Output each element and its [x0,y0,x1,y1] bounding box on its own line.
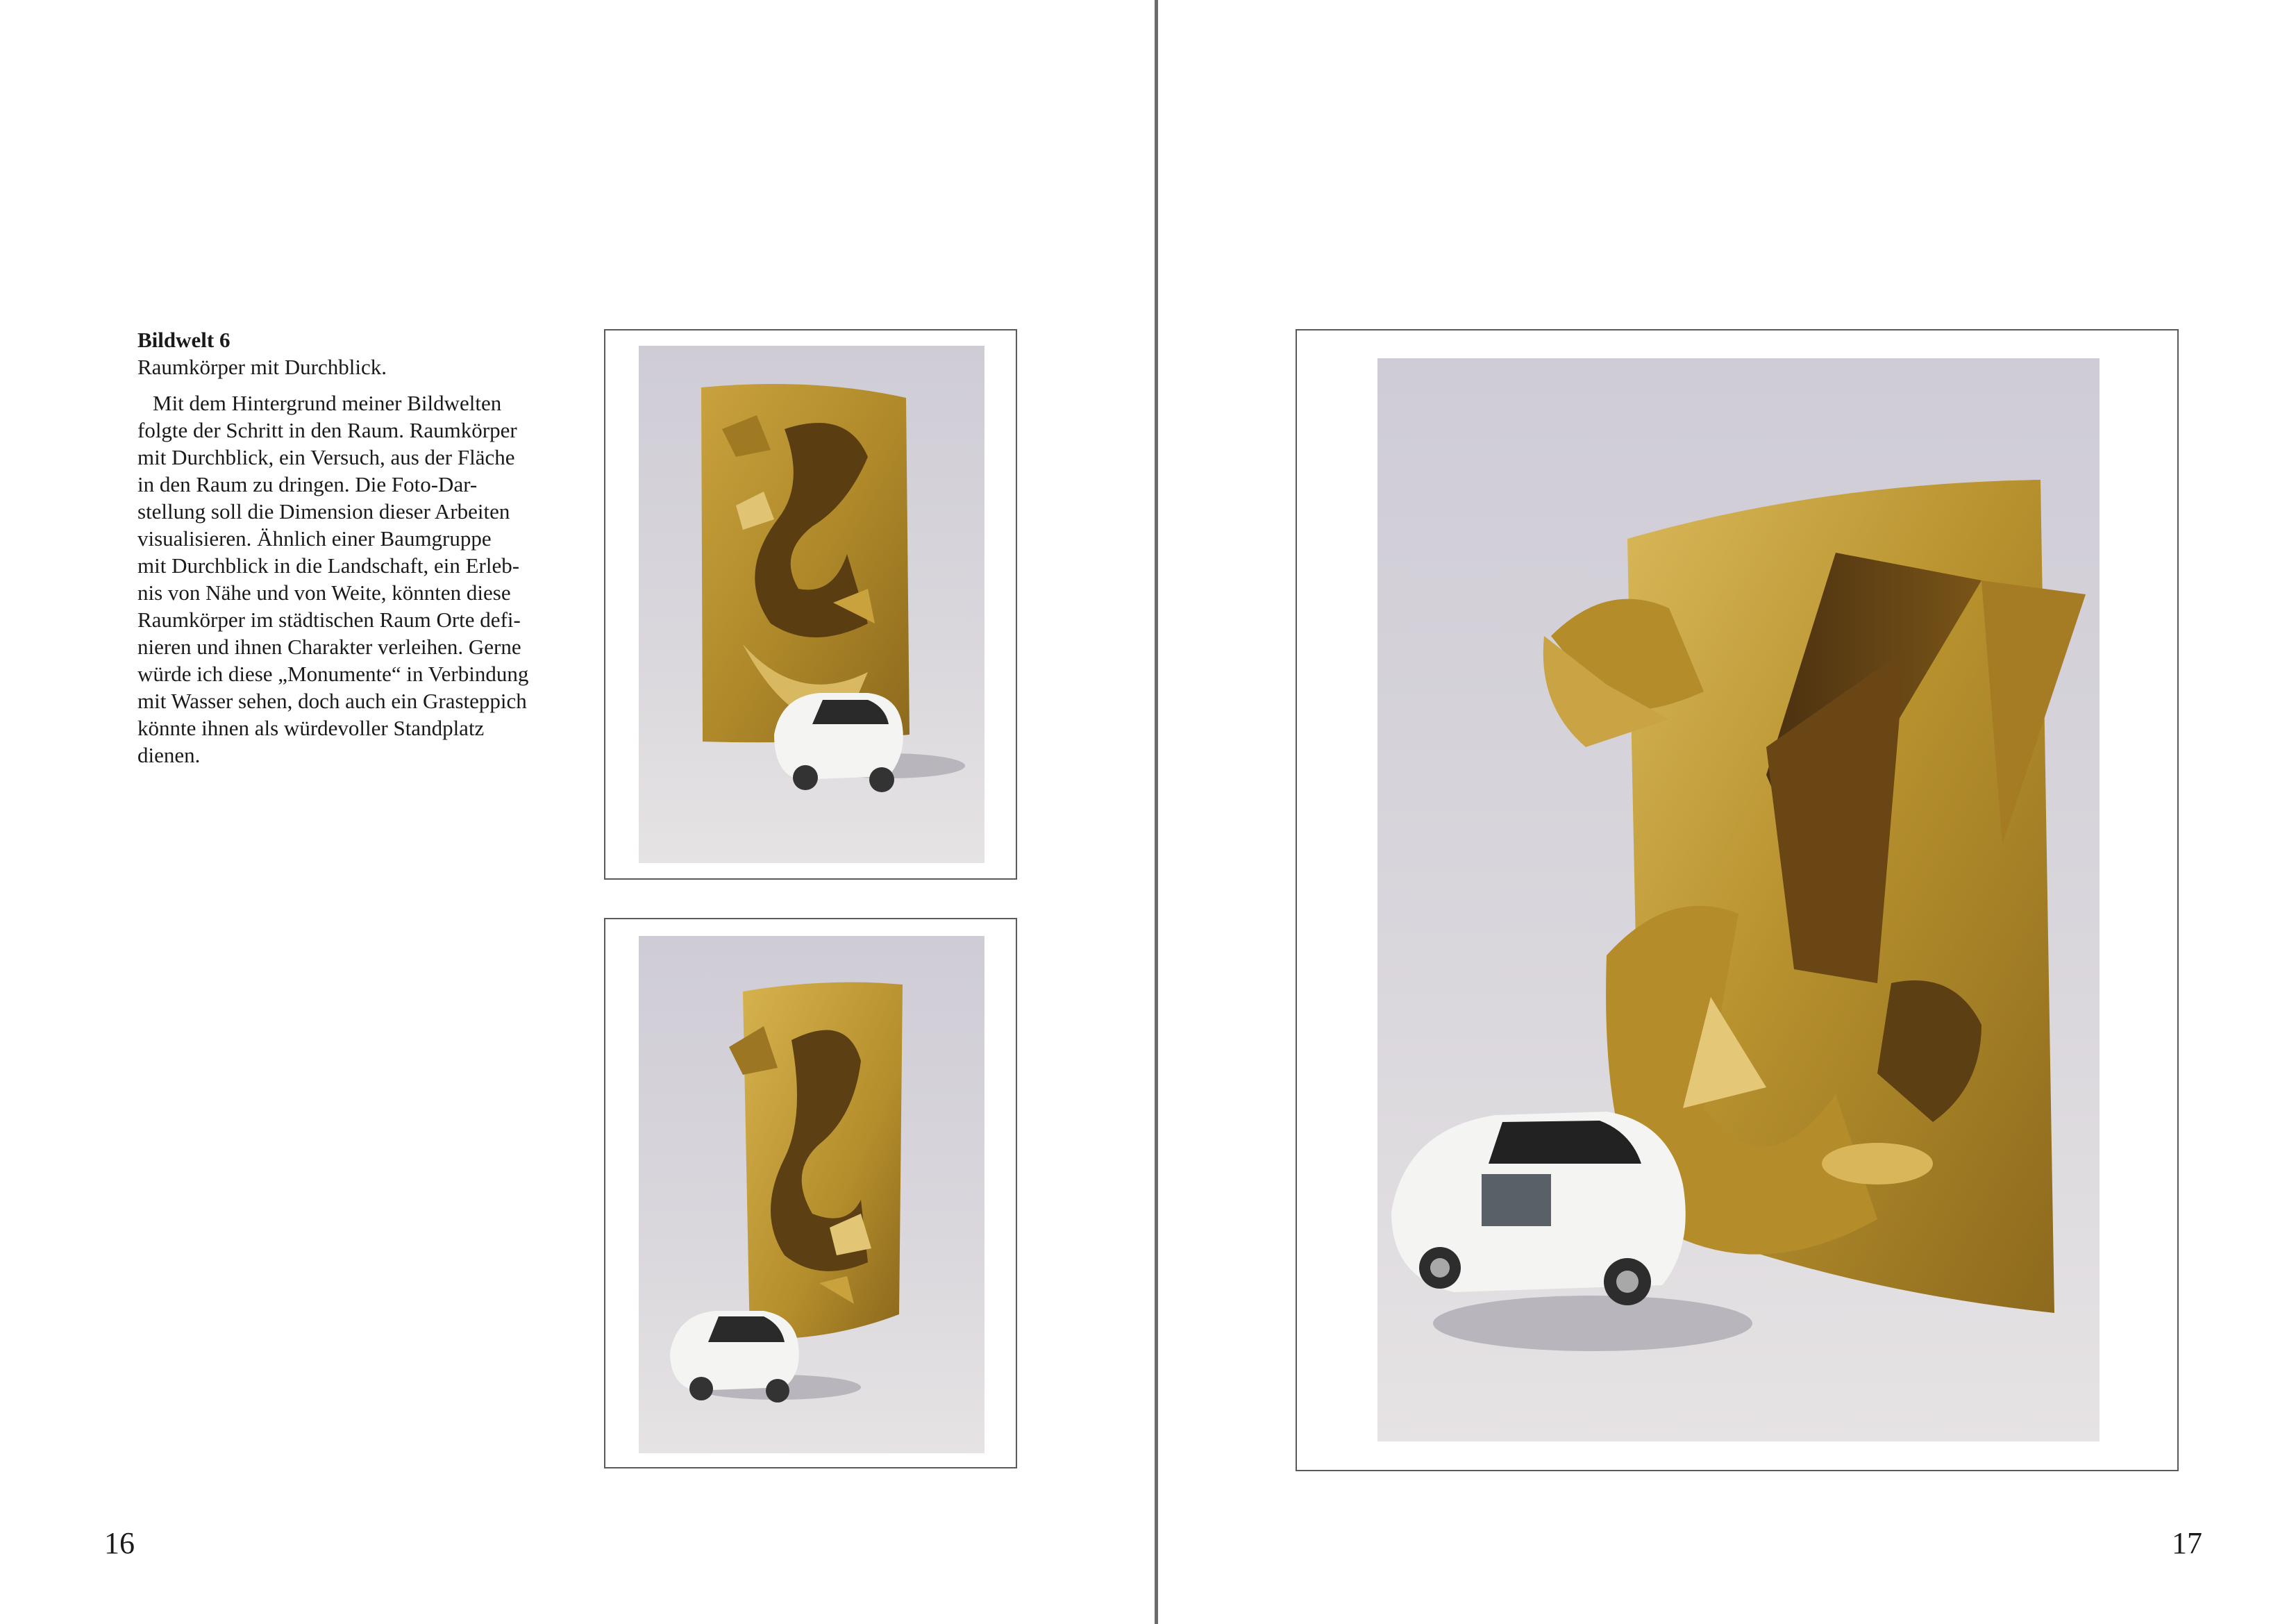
section-subheading: Raumkörper mit Durchblick. [137,355,387,379]
body-line: in den Raum zu dringen. Die Foto-Dar- [137,472,478,496]
body-paragraph [137,390,561,769]
body-line: mit Durchblick, ein Versuch, aus der Fläche [137,445,515,469]
section-heading: Bildwelt 6 [137,328,231,352]
body-line: nieren und ihnen Charakter verleihen. Gerne [137,635,521,659]
article-text [137,326,561,769]
body-line: visualisieren. Ähnlich einer Baumgruppe [137,526,492,551]
sculpture-illustration [639,936,984,1453]
body-line: könnte ihnen als würdevoller Standplatz [137,716,485,740]
right-page [1159,0,2296,1624]
body-line: folgte der Schritt in den Raum. Raumkörper [137,418,517,442]
photo-frame-large [1296,329,2179,1471]
body-line: dienen. [137,743,201,767]
body-line: würde ich diese „Monumente“ in Verbindung [137,662,529,686]
photo-frame-top [604,329,1017,880]
body-line: mit Durchblick in die Landschaft, ein Erleb- [137,553,520,578]
body-line: Mit dem Hintergrund meiner Bildwelten [153,391,502,415]
sculpture-illustration [639,346,984,863]
body-line: stellung soll die Dimension dieser Arbeiten [137,499,510,524]
book-spine [1155,0,1158,1624]
body-line: Raumkörper im städtischen Raum Orte defi- [137,608,521,632]
body-line: nis von Nähe und von Weite, könnten diese [137,580,511,605]
photo-sculpture-front [639,346,984,863]
sculpture-illustration [1377,358,2100,1441]
photo-sculpture-closeup [1377,358,2100,1441]
body-line: mit Wasser sehen, doch auch ein Grasteppich [137,689,527,713]
photo-sculpture-side [639,936,984,1453]
page-number: 16 [104,1526,135,1560]
page-number: 17 [2172,1526,2202,1560]
photo-frame-bottom [604,918,1017,1468]
